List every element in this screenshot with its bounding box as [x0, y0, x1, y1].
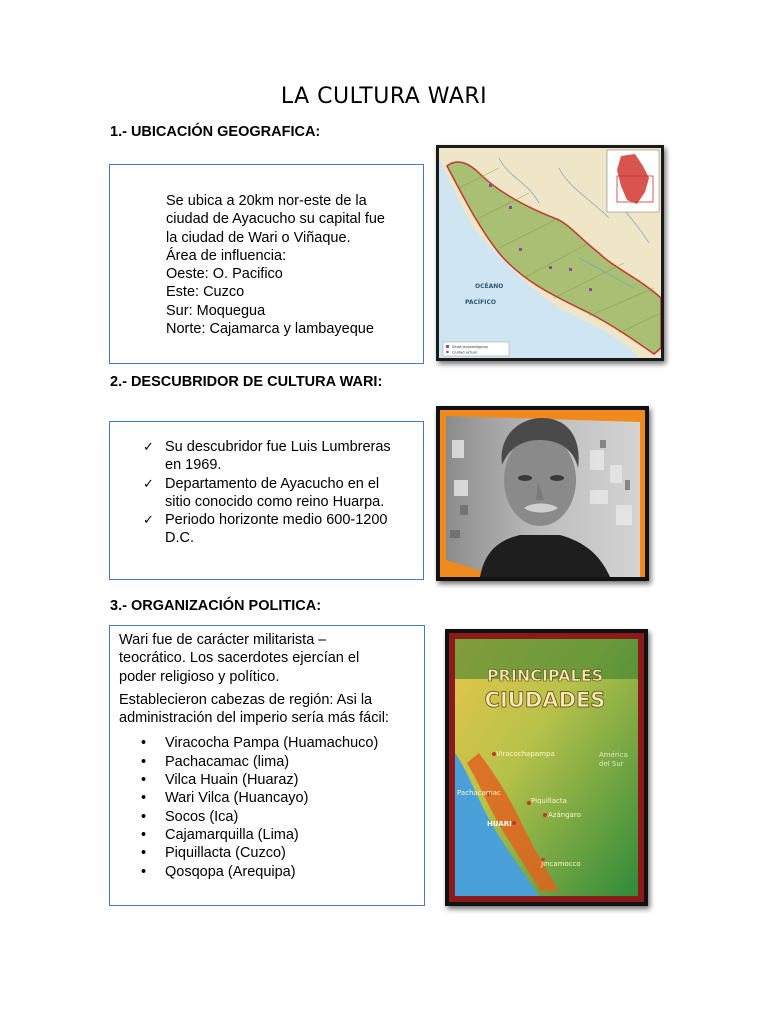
city-label-2: Pachacamac	[457, 789, 501, 797]
principales-ciudades-map	[445, 629, 648, 906]
paragraph	[119, 631, 416, 686]
text-line: Área de influencia:	[166, 247, 287, 264]
list-item: • Socos (Ica)	[141, 808, 239, 825]
list-item	[143, 511, 413, 548]
list-item: • Wari Vilca (Huancayo)	[141, 790, 309, 807]
region-label-2: del Sur	[599, 760, 624, 768]
discoverer-portrait-photo	[436, 406, 649, 581]
text-line: D.C.	[165, 530, 194, 547]
region-label-1: América	[599, 751, 628, 759]
list-item: • Pachacamac (lima)	[141, 753, 290, 770]
map-title-line2: CIUDADES	[484, 688, 606, 712]
city-label-4: HUARI	[487, 820, 512, 828]
list-item: • Piquillacta (Cuzco)	[141, 845, 286, 862]
text-line: Establecieron cabezas de región: Asi la	[119, 691, 373, 708]
section-2-textbox	[109, 421, 424, 580]
list-item: • Viracocha Pampa (Huamachuco)	[141, 735, 379, 752]
text-line: teocrático. Los sacerdotes ejercían el	[119, 650, 360, 667]
legend-city-label: Ciudad actual	[452, 350, 477, 355]
city-label-3: Piquillacta	[531, 797, 567, 805]
text-line: sitio conocido como reino Huarpa.	[165, 493, 385, 510]
text-line: ciudad de Ayacucho su capital fue	[166, 211, 386, 228]
checkmark-icon: ✓	[143, 475, 154, 491]
list-item: • Vilca Huain (Huaraz)	[141, 772, 299, 789]
section-3-textbox	[109, 625, 425, 906]
bullet-icon: •	[141, 863, 147, 880]
legend-sites-label: Sitios arqueológicos	[452, 345, 489, 349]
checkmark-icon: ✓	[143, 512, 154, 528]
text-line: Periodo horizonte medio 600-1200	[165, 512, 388, 529]
text-line: Norte: Cajamarca y lambayeque	[166, 321, 374, 338]
map-title-line1: PRINCIPALES	[486, 666, 604, 685]
bullet-icon: •	[141, 808, 147, 825]
city-label-1: Viracochapampa	[496, 750, 555, 758]
bullet-icon: •	[141, 753, 147, 770]
bullet-icon: •	[141, 790, 147, 807]
text-line: administración del imperio sería más fácil:	[119, 710, 389, 727]
cities-list	[119, 734, 416, 880]
text-line: Se ubica a 20km nor-este de la	[166, 193, 367, 209]
text-line: Departamento de Ayacucho en el	[165, 475, 380, 492]
ocean-label-1: OCÉANO	[475, 283, 504, 290]
checkmark-icon: ✓	[143, 439, 154, 454]
text-line: Sur: Moquegua	[166, 302, 266, 319]
list-item	[143, 475, 413, 512]
bullet-icon: •	[141, 845, 147, 862]
text-line: Su descubridor fue Luis Lumbreras	[165, 439, 391, 455]
section-1-heading: 1.- UBICACIÓN GEOGRAFICA:	[110, 124, 321, 140]
wari-territory-map	[436, 145, 664, 361]
text-line: poder religioso y político.	[119, 668, 280, 685]
list-item: • Cajamarquilla (Lima)	[141, 826, 299, 843]
city-label-6: Jincamocco	[541, 860, 581, 868]
discoverer-list	[143, 438, 413, 548]
text-line: Este: Cuzco	[166, 284, 245, 301]
text-line: en 1969.	[165, 457, 222, 474]
list-item	[143, 438, 413, 475]
section-3-heading: 3.- ORGANIZACIÓN POLITICA:	[110, 598, 322, 614]
text-line: Oeste: O. Pacifico	[166, 266, 283, 283]
list-item: • Qosqopa (Arequipa)	[141, 863, 296, 880]
bullet-icon: •	[141, 772, 147, 789]
bullet-icon: •	[141, 826, 147, 843]
section-2-heading: 2.- DESCUBRIDOR DE CULTURA WARI:	[110, 374, 383, 390]
page-title: LA CULTURA WARI	[280, 84, 488, 109]
ocean-label-2: PACÍFICO	[465, 299, 496, 306]
bullet-icon: •	[141, 735, 147, 752]
paragraph	[119, 691, 416, 728]
city-label-5: Azángaro	[548, 811, 581, 819]
text-line: la ciudad de Wari o Viñaque.	[166, 229, 351, 246]
text-line: Wari fue de carácter militarista –	[119, 632, 327, 648]
section-1-textbox	[109, 164, 424, 364]
